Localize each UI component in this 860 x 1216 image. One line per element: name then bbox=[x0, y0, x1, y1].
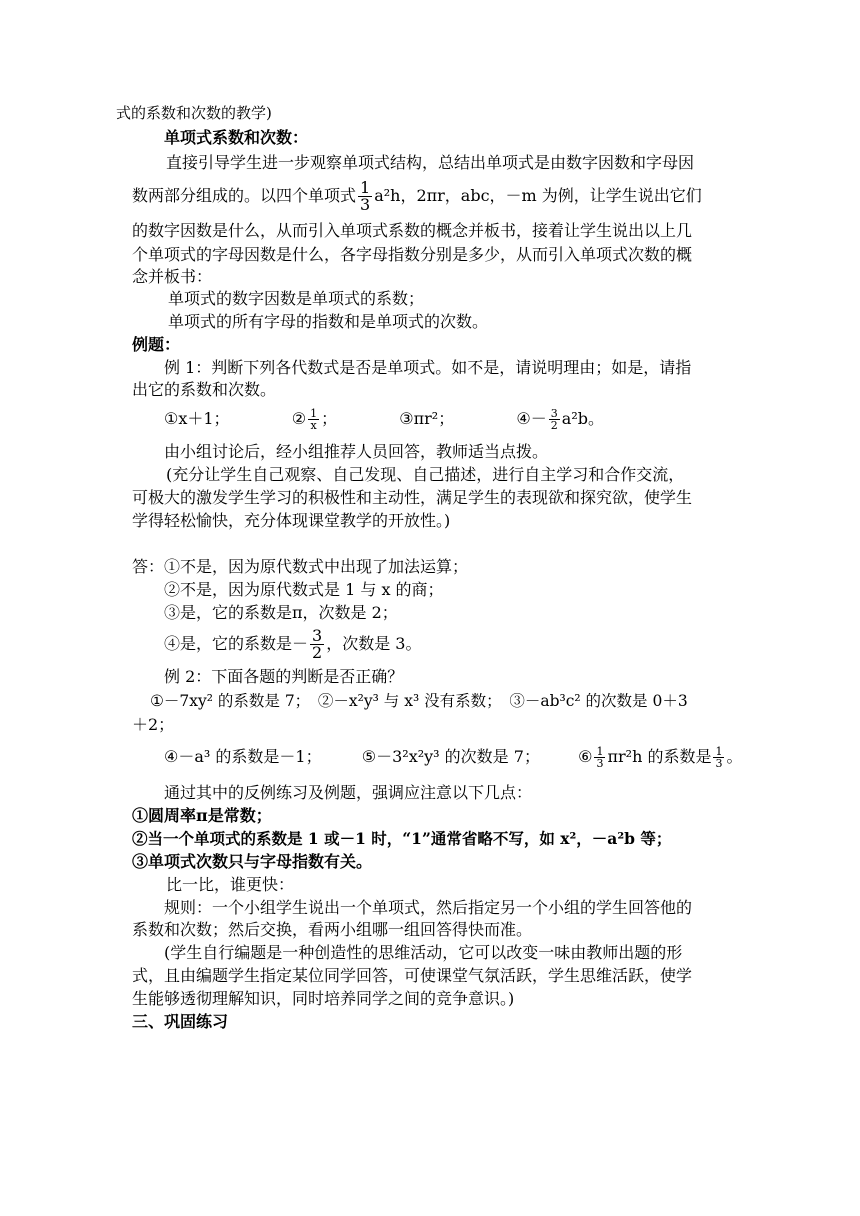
example-item: ② bbox=[291, 409, 307, 428]
text-line: 生能够透彻理解知识，同时培养同学之间的竞争意识。) bbox=[132, 989, 515, 1008]
section-heading: 单项式系数和次数： bbox=[164, 128, 309, 147]
fraction bbox=[549, 408, 560, 431]
text-line: 由小组讨论后，经小组推荐人员回答，教师适当点拨。 bbox=[164, 442, 549, 461]
text-line: 式，且由编题学生指定某位同学回答，可使课堂气氛活跃，学生思维活跃，使学 bbox=[132, 966, 693, 985]
text-span: πr²h 的系数是 bbox=[607, 747, 712, 766]
example-item: ④－a³ 的系数是－1； bbox=[164, 747, 322, 766]
text-span: ④是，它的系数是－ bbox=[164, 634, 309, 653]
text-line bbox=[132, 178, 702, 214]
example-items bbox=[164, 740, 742, 774]
text-line: 式的系数和次数的教学) bbox=[116, 104, 272, 122]
text-line: 通过其中的反例练习及例题，强调应注意以下几点： bbox=[164, 783, 533, 802]
section-heading: 例题： bbox=[132, 335, 181, 354]
text-span: a²h，2πr，abc，－m 为例，让学生说出它们 bbox=[374, 186, 702, 205]
section-heading: 三、巩固练习 bbox=[132, 1012, 229, 1031]
fraction bbox=[594, 746, 605, 769]
fraction bbox=[713, 746, 724, 769]
text-line: 可极大的激发学生学习的积极性和主动性，满足学生的表现欲和探究欲，使学生 bbox=[132, 488, 693, 507]
fraction-denominator: 2 bbox=[550, 419, 558, 432]
key-point: ②当一个单项式的系数是 1 或－1 时，“1”通常省略不写，如 x²，－a²b 等； bbox=[132, 829, 672, 848]
text-line: 个单项式的字母因数是什么，各字母指数分别是多少，从而引入单项式次数的概 bbox=[132, 245, 693, 264]
fraction-numerator: 1 bbox=[596, 745, 604, 758]
example-item: ④－ bbox=[516, 409, 547, 428]
example-item: ⑥ bbox=[578, 747, 593, 766]
fraction-numerator: 1 bbox=[310, 407, 318, 420]
fraction-numerator: 3 bbox=[550, 407, 558, 420]
definition-line: 单项式的所有字母的指数和是单项式的次数。 bbox=[168, 312, 489, 331]
text-line: 例 1：判断下列各代数式是否是单项式。如不是，请说明理由；如是，请指 bbox=[164, 358, 692, 377]
text-line: 出它的系数和次数。 bbox=[132, 380, 277, 399]
key-point: ①圆周率π是常数； bbox=[132, 806, 272, 825]
key-point: ③单项式次数只与字母指数有关。 bbox=[132, 852, 373, 871]
text-line: 学得轻松愉快，充分体现课堂教学的开放性。) bbox=[132, 511, 451, 530]
text-line: 比一比，谁更快： bbox=[166, 875, 295, 894]
text-line: (学生自行编题是一种创造性的思维活动，它可以改变一味由教师出题的形 bbox=[164, 943, 683, 962]
fraction-denominator: 3 bbox=[596, 757, 604, 770]
fraction-numerator: 1 bbox=[715, 745, 723, 758]
definition-line: 单项式的数字因数是单项式的系数； bbox=[168, 289, 425, 308]
example-item: ⑤－3²x²y³ 的次数是 7； bbox=[361, 747, 540, 766]
text-span: a²b。 bbox=[561, 409, 604, 428]
example-items bbox=[164, 402, 604, 436]
fraction-denominator: 2 bbox=[312, 643, 323, 662]
text-line: 直接引导学生进一步观察单项式结构，总结出单项式是由数字因数和字母因 bbox=[166, 153, 695, 172]
answer-line: ②不是，因为原代数式是 1 与 x 的商； bbox=[164, 580, 444, 599]
fraction-denominator: x bbox=[310, 419, 317, 432]
answer-line bbox=[164, 624, 421, 664]
text-line: 的数字因数是什么，从而引入单项式系数的概念并板书，接着让学生说出以上几 bbox=[132, 221, 693, 240]
fraction-denominator: 3 bbox=[360, 195, 371, 214]
text-span: 数两部分组成的。以四个单项式 bbox=[132, 186, 357, 205]
text-line: 念并板书： bbox=[132, 267, 213, 286]
answer-line: 答：①不是，因为原代数式中出现了加法运算； bbox=[132, 557, 469, 576]
fraction bbox=[358, 180, 372, 213]
text-span: 。 bbox=[726, 747, 743, 766]
fraction-numerator: 1 bbox=[360, 178, 371, 197]
fraction bbox=[310, 628, 324, 661]
text-line: ①－7xy² 的系数是 7； ②－x²y³ 与 x³ 没有系数； ③－ab³c² 的次数是 0＋3 bbox=[150, 692, 688, 710]
fraction bbox=[308, 408, 319, 431]
text-line: 例 2：下面各题的判断是否正确？ bbox=[164, 667, 404, 686]
fraction-denominator: 3 bbox=[715, 757, 723, 770]
text-line: 系数和次数；然后交换，看两小组哪一组回答得快而准。 bbox=[132, 920, 533, 939]
example-item: ①x＋1； bbox=[164, 409, 230, 428]
example-item: ③πr²； bbox=[399, 409, 455, 428]
text-line: (充分让学生自己观察、自己发现、自己描述，进行自主学习和合作交流， bbox=[166, 465, 685, 484]
answer-line: ③是，它的系数是π，次数是 2； bbox=[164, 603, 398, 622]
text-line: ＋2； bbox=[132, 715, 175, 734]
text-span: ，次数是 3。 bbox=[326, 634, 422, 653]
text-span: ； bbox=[321, 409, 338, 428]
text-line: 规则：一个小组学生说出一个单项式，然后指定另一个小组的学生回答他的 bbox=[164, 898, 693, 917]
fraction-numerator: 3 bbox=[312, 626, 323, 645]
